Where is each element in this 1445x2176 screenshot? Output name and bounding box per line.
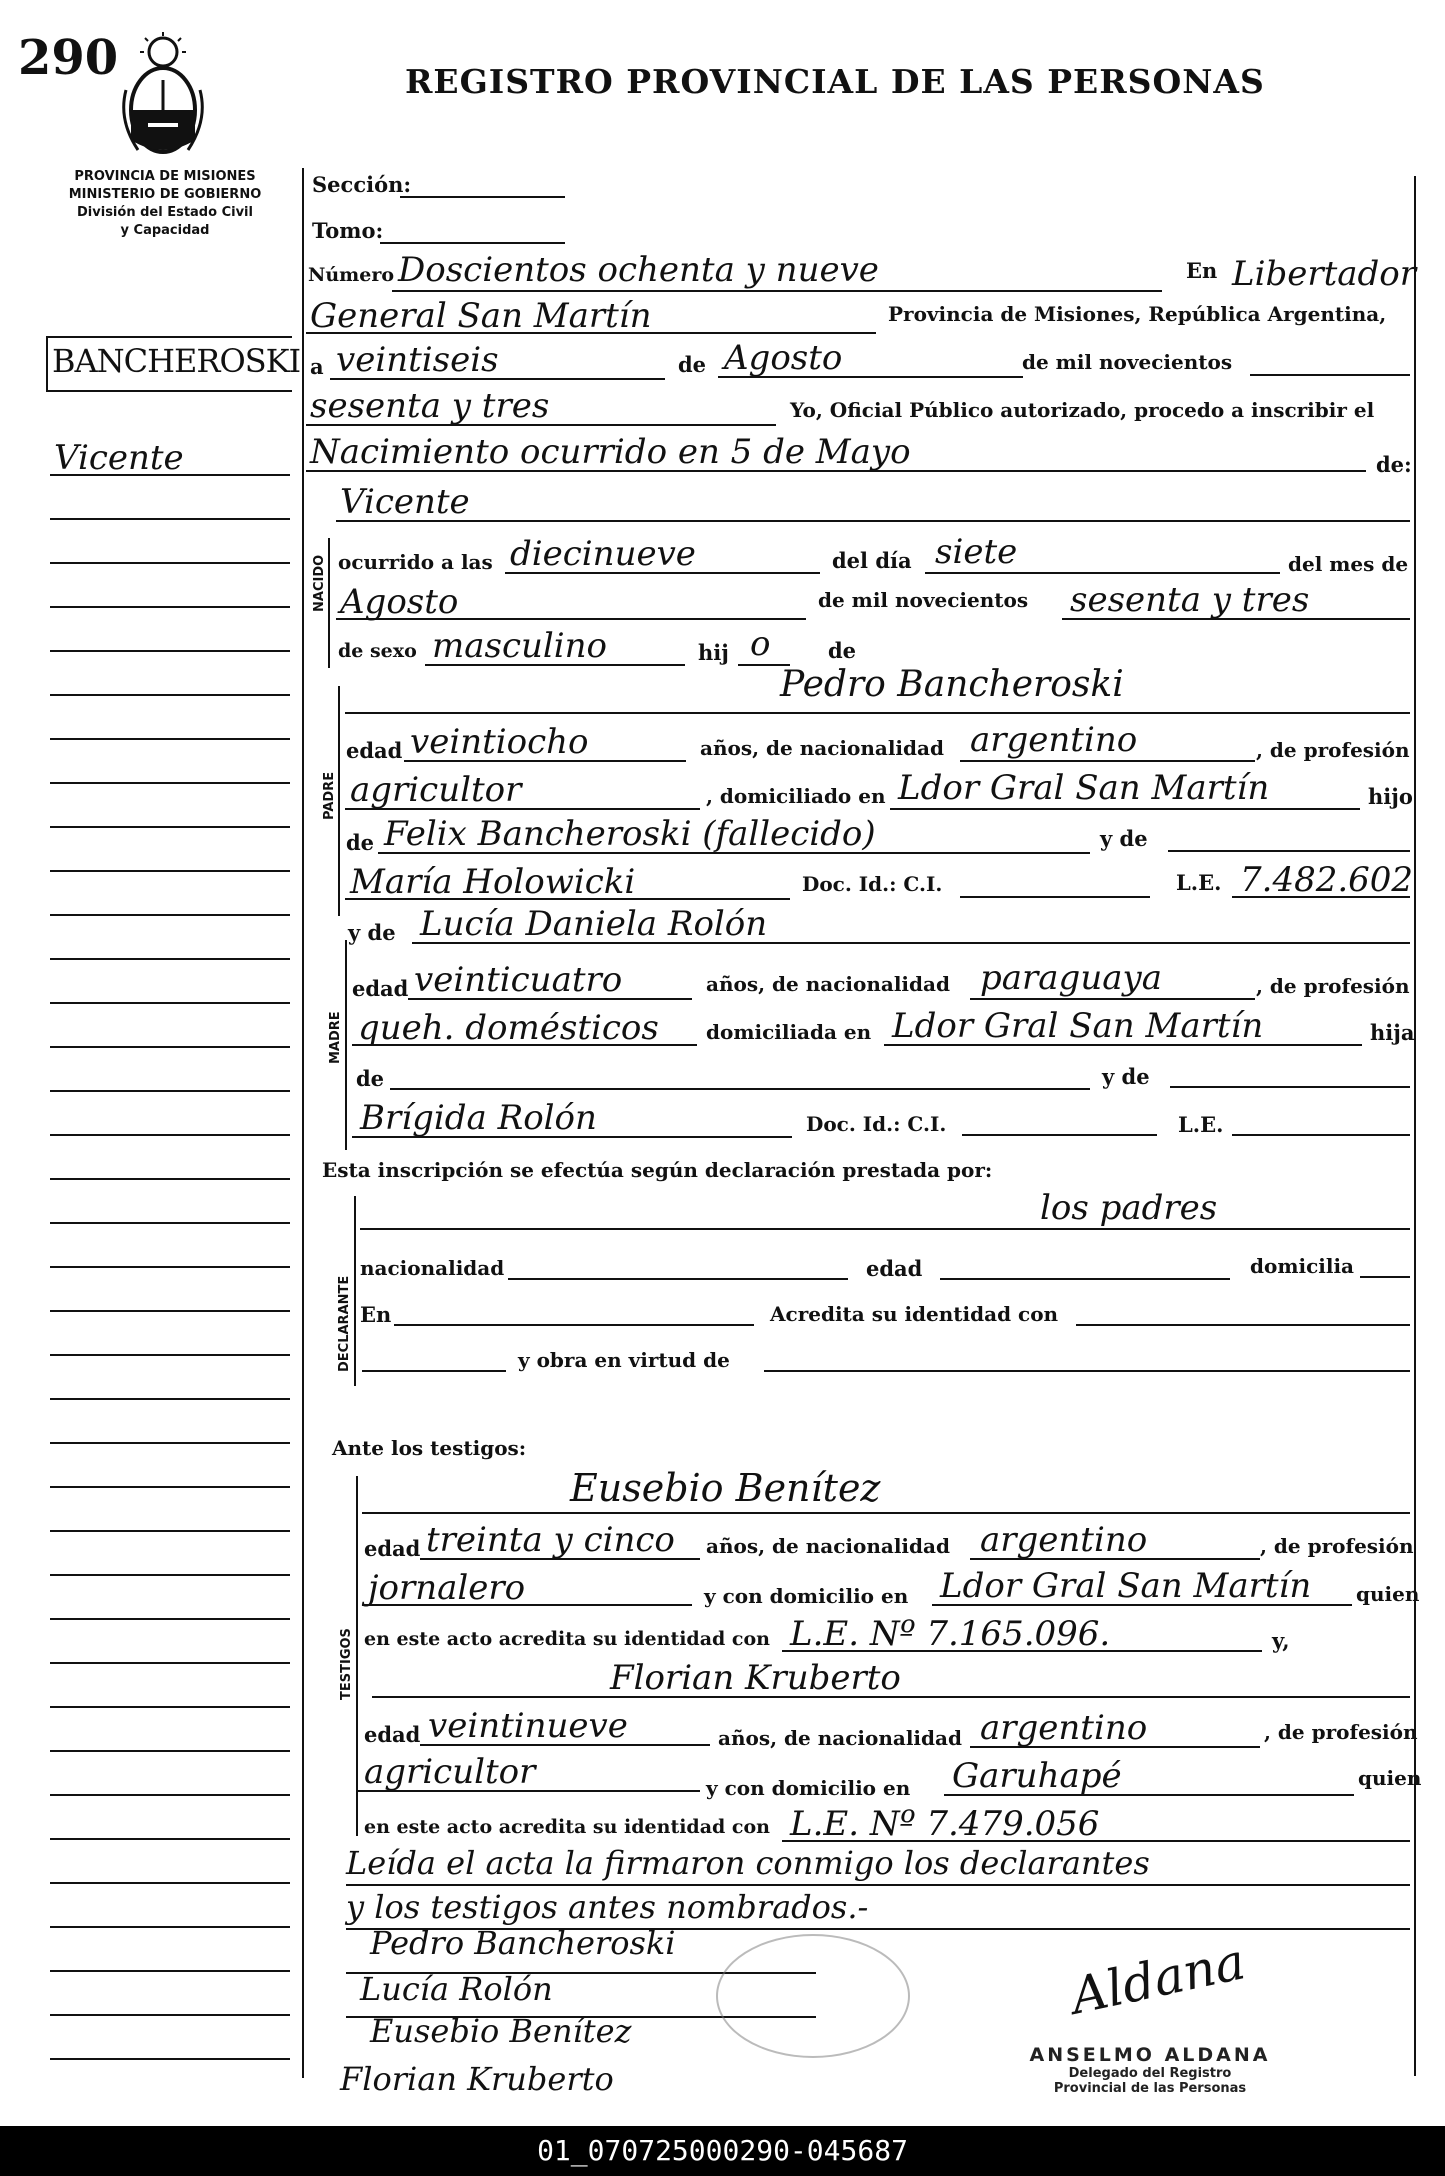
official-signature: Aldana [1065, 1932, 1251, 2026]
field-testigo2-edad: veintinueve [428, 1706, 628, 1746]
official-seal [716, 1934, 910, 2058]
coat-of-arms-icon [118, 30, 208, 160]
label-testigos-intro: Ante los testigos: [332, 1436, 527, 1460]
label-hijo: hijo [1368, 784, 1413, 809]
field-madre-nombre: Lucía Daniela Rolón [420, 904, 768, 944]
footer-code: 01_070725000290-045687 [0, 2126, 1445, 2176]
field-madre-dom: Ldor Gral San Martín [892, 1006, 1264, 1046]
label-de-abuelo: de [346, 830, 375, 855]
field-padre-edad: veintiocho [410, 722, 589, 762]
signature-testigo1: Eusebio Benítez [370, 2012, 632, 2050]
field-padre-dom: Ldor Gral San Martín [898, 768, 1270, 808]
stamp-title: Delegado del Registro [1068, 2066, 1232, 2081]
agency-line: y Capacidad [120, 223, 210, 238]
label-declaracion: Esta inscripción se efectúa según declaración prestada por: [322, 1158, 993, 1182]
label-en-declarante: En [360, 1302, 392, 1327]
signature-testigo2: Florian Kruberto [340, 2060, 614, 2098]
field-numero: Doscientos ochenta y nueve [398, 250, 879, 290]
label-profesion-testigo2: , de profesión [1264, 1720, 1418, 1744]
label-hij: hij [698, 640, 729, 665]
field-testigo2-nombre: Florian Kruberto [610, 1658, 901, 1698]
label-de-padres: de [828, 638, 857, 663]
side-label-nacido: NACIDO [312, 554, 327, 612]
field-testigo2-prof: agricultor [364, 1752, 536, 1792]
label-profesion-madre: , de profesión [1256, 974, 1410, 998]
official-stamp [990, 2044, 1310, 2096]
label-domiciliada: domiciliada en [706, 1020, 872, 1044]
label-a: a [310, 354, 324, 379]
field-anio-2: sesenta y tres [1070, 580, 1310, 620]
label-tomo: Tomo: [312, 218, 384, 243]
label-nacionalidad-declarante: nacionalidad [360, 1256, 505, 1280]
side-label-padre: PADRE [322, 771, 337, 820]
label-seccion: Sección: [312, 172, 412, 197]
label-y-de-abuela: y de [1100, 826, 1148, 851]
field-testigo2-nac: argentino [980, 1708, 1148, 1748]
field-testigo1-dom: Ldor Gral San Martín [940, 1566, 1312, 1606]
field-mes-inscripcion: Agosto [724, 338, 843, 378]
field-dia: siete [935, 532, 1018, 572]
field-testigo2-dom: Garuhapé [952, 1756, 1122, 1796]
margin-surname-box [46, 336, 301, 392]
label-numero: Número [308, 264, 395, 286]
label-y-comma: y, [1272, 1628, 1290, 1653]
field-acto: Nacimiento ocurrido en 5 de Mayo [310, 432, 911, 472]
label-doc-id-padre: Doc. Id.: C.I. [802, 872, 943, 896]
label-oficial: Yo, Oficial Público autorizado, procedo a inscribir el [790, 398, 1375, 422]
label-le-madre: L.E. [1178, 1112, 1224, 1137]
field-abuela-materna: Brígida Rolón [360, 1098, 597, 1138]
label-doc-id-madre: Doc. Id.: C.I. [806, 1112, 947, 1136]
label-acredita: Acredita su identidad con [770, 1302, 1059, 1326]
label-edad-madre: edad [352, 976, 409, 1001]
field-hora: diecinueve [510, 534, 696, 574]
label-del-dia: del día [832, 548, 912, 573]
label-testigo2-nac: años, de nacionalidad [718, 1726, 962, 1750]
label-anos-nac-madre: años, de nacionalidad [706, 972, 950, 996]
field-padre-le: 7.482.602 [1240, 860, 1414, 900]
field-abuela-paterna: María Holowicki [350, 862, 636, 902]
side-label-testigos: TESTIGOS [339, 1628, 354, 1700]
stamp-name: ANSELMO ALDANA [1029, 2044, 1271, 2066]
label-anos-nac-padre: años, de nacionalidad [700, 736, 944, 760]
field-mes: Agosto [340, 582, 459, 622]
label-profesion-padre: , de profesión [1256, 738, 1410, 762]
label-acto-2: en este acto acredita su identidad con [364, 1816, 770, 1838]
margin-surname: BANCHEROSKI [52, 342, 301, 380]
margin-given-name: Vicente [54, 438, 184, 478]
field-madre-edad: veinticuatro [414, 960, 623, 1000]
field-testigo1-nombre: Eusebio Benítez [570, 1466, 881, 1510]
stamp-office: Provincial de las Personas [1053, 2081, 1247, 2096]
label-quien-1: quien [1356, 1582, 1420, 1606]
document-title: REGISTRO PROVINCIAL DE LAS PERSONAS [405, 62, 1265, 101]
field-dia-inscripcion: veintiseis [336, 340, 499, 380]
field-madre-nac: paraguaya [980, 958, 1162, 998]
side-label-madre: MADRE [328, 1011, 343, 1064]
label-hija: hija [1370, 1020, 1415, 1045]
closing-line-2: y los testigos antes nombrados.- [346, 1888, 869, 1926]
label-y-de-abuela-materna: y de [1102, 1064, 1150, 1089]
label-con-domicilio-2: y con domicilio en [706, 1776, 911, 1800]
field-hij: o [750, 624, 771, 664]
field-lugar: General San Martín [310, 296, 652, 336]
field-anio-1: sesenta y tres [310, 386, 550, 426]
agency-line: División del Estado Civil [77, 205, 253, 220]
label-le-padre: L.E. [1176, 870, 1222, 895]
label-testigo1-nac: años, de nacionalidad [706, 1534, 950, 1558]
label-en: En [1186, 258, 1218, 283]
closing-line-1: Leída el acta la firmaron conmigo los declarantes [346, 1844, 1150, 1882]
label-domiciliado: , domiciliado en [706, 784, 886, 808]
agency-block [40, 168, 290, 240]
coat-of-arms [118, 30, 208, 160]
label-de-abuelo-materno: de [356, 1066, 385, 1091]
signature-madre: Lucía Rolón [360, 1970, 553, 2008]
field-declarante: los padres [1040, 1188, 1218, 1228]
label-y-de-madre: y de [348, 920, 396, 945]
label-acto-1: en este acto acredita su identidad con [364, 1628, 770, 1650]
label-quien-2: quien [1358, 1766, 1422, 1790]
label-de-mil-novecientos: de mil novecientos [1022, 350, 1233, 374]
field-testigo1-prof: jornalero [368, 1568, 526, 1608]
field-nombre: Vicente [340, 482, 470, 522]
agency-line: MINISTERIO DE GOBIERNO [68, 187, 262, 202]
field-testigo1-edad: treinta y cinco [426, 1520, 675, 1560]
label-edad-declarante: edad [866, 1256, 923, 1281]
field-padre-nac: argentino [970, 720, 1138, 760]
label-con-domicilio-1: y con domicilio en [704, 1584, 909, 1608]
field-en: Libertador [1232, 254, 1417, 294]
label-del-mes-de: del mes de [1288, 552, 1409, 576]
label-profesion-testigo1: , de profesión [1260, 1534, 1414, 1558]
agency-line: PROVINCIA DE MISIONES [74, 169, 256, 184]
label-de: de [678, 352, 707, 377]
field-padre-prof: agricultor [350, 770, 522, 810]
label-edad-testigo2: edad [364, 1722, 421, 1747]
field-testigo1-doc: L.E. Nº 7.165.096. [790, 1614, 1111, 1654]
label-de-mil-novecientos-2: de mil novecientos [818, 588, 1029, 612]
label-edad-padre: edad [346, 738, 403, 763]
label-edad-testigo1: edad [364, 1536, 421, 1561]
signature-padre: Pedro Bancheroski [370, 1924, 676, 1962]
field-sexo: masculino [432, 626, 608, 666]
side-label-declarante: DECLARANTE [337, 1275, 352, 1372]
field-madre-prof: queh. domésticos [358, 1008, 659, 1048]
field-testigo1-nac: argentino [980, 1520, 1148, 1560]
label-domicilia: domicilia [1250, 1254, 1355, 1278]
folio-number: 290 [18, 30, 119, 86]
label-de-sexo: de sexo [338, 640, 417, 662]
label-obra: y obra en virtud de [518, 1348, 730, 1372]
label-provincia: Provincia de Misiones, República Argentina, [888, 302, 1387, 326]
field-testigo2-doc: L.E. Nº 7.479.056 [790, 1804, 1100, 1844]
field-padre-nombre: Pedro Bancheroski [780, 664, 1124, 705]
label-de-colon: de: [1376, 452, 1412, 477]
field-abuelo-paterno: Felix Bancheroski (fallecido) [384, 814, 876, 854]
label-ocurrido: ocurrido a las [338, 550, 493, 574]
